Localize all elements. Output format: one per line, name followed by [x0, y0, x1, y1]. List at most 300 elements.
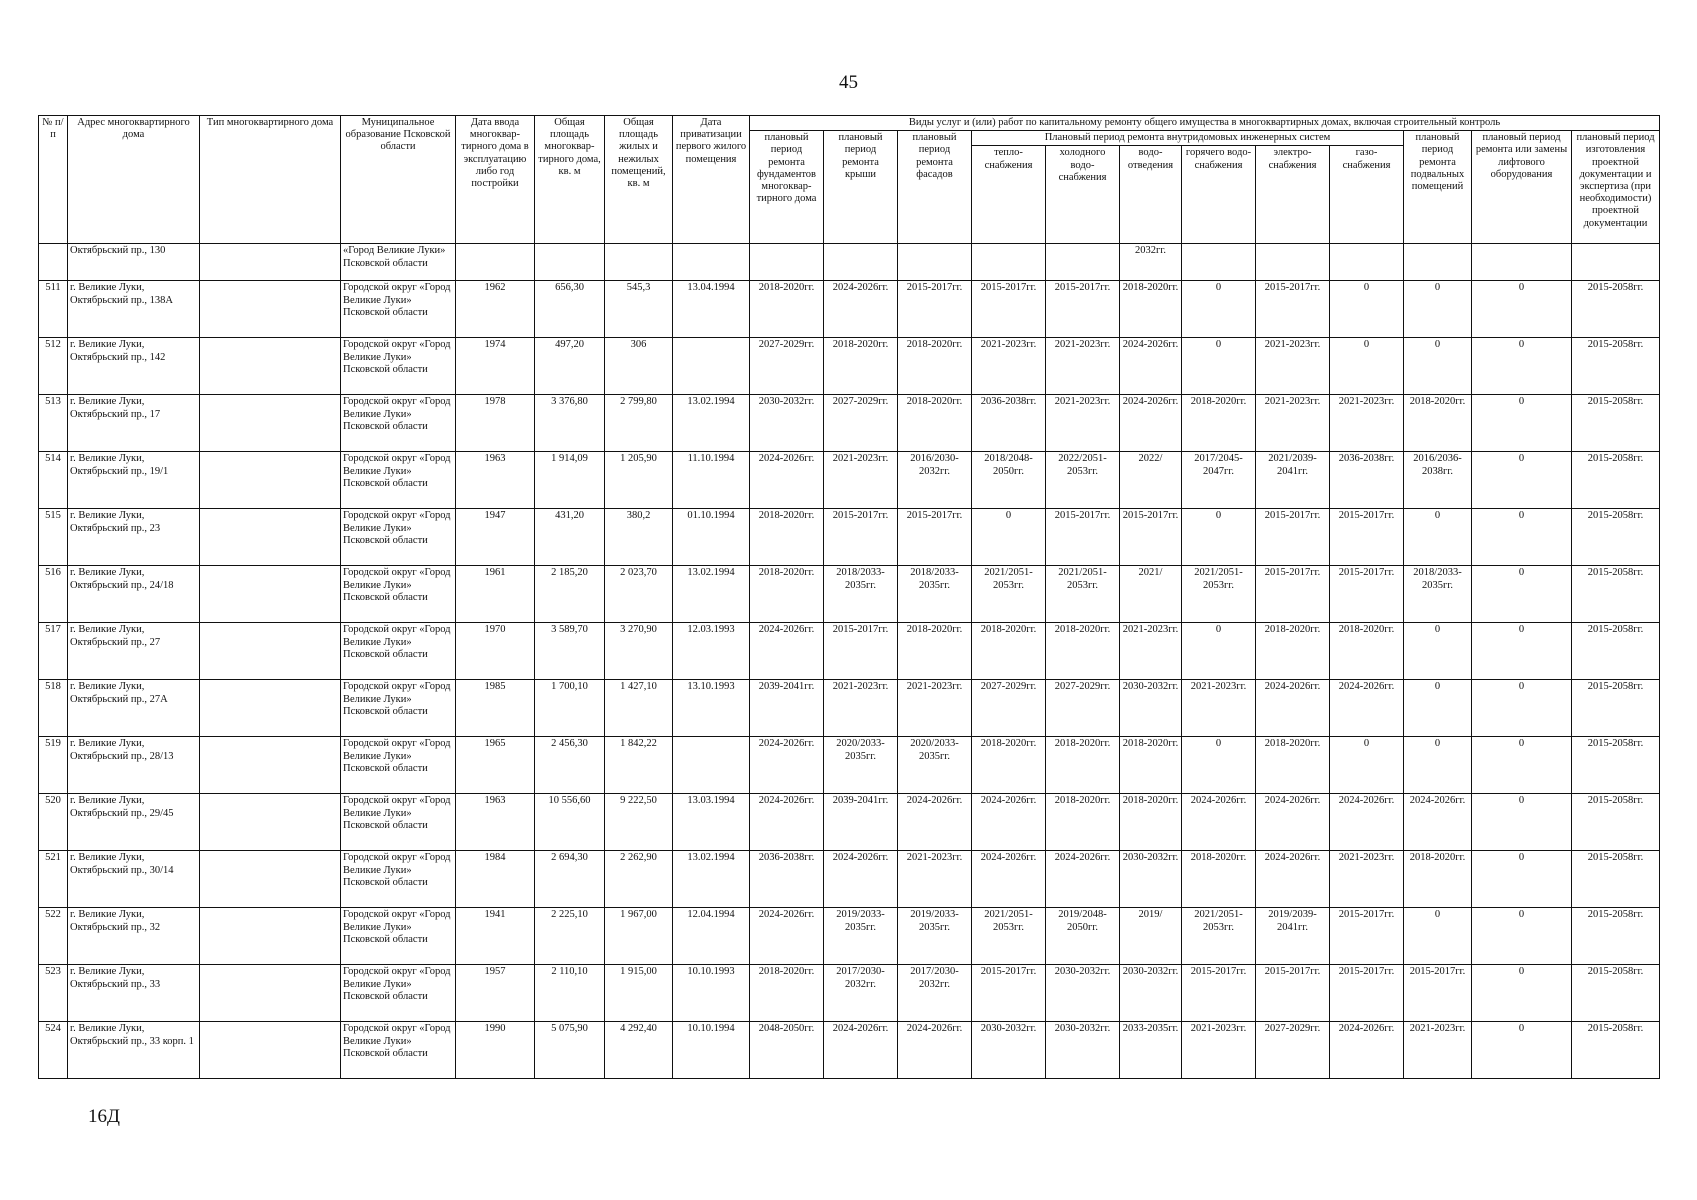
cell-no: 511: [39, 281, 68, 338]
table-row: [39, 623, 1660, 680]
cell-no: 518: [39, 680, 68, 737]
cell-project-docs: 2015-2058гг.: [1572, 794, 1660, 851]
cell-sewerage: 2018-2020гг.: [1120, 794, 1182, 851]
cell-cold-water: 2018-2020гг.: [1046, 737, 1120, 794]
cell-elevator: [1472, 244, 1572, 281]
header-year: Дата ввода многоквар-тирного дома в эксплуатацию либо год постройки: [456, 116, 535, 244]
cell-living-area: [605, 244, 673, 281]
cell-address: г. Великие Луки, Октябрьский пр., 29/45: [68, 794, 200, 851]
cell-living-area: 545,3: [605, 281, 673, 338]
cell-gas: 2015-2017гг.: [1330, 965, 1404, 1022]
cell-sewerage: 2024-2026гг.: [1120, 395, 1182, 452]
cell-municipality: Городской округ «Город Великие Луки» Псковской области: [341, 452, 456, 509]
cell-foundation: 2024-2026гг.: [750, 623, 824, 680]
cell-address: г. Великие Луки, Октябрьский пр., 24/18: [68, 566, 200, 623]
cell-facade: 2017/2030-2032гг.: [898, 965, 972, 1022]
cell-heating: 2024-2026гг.: [972, 794, 1046, 851]
cell-total-area: 2 185,20: [535, 566, 605, 623]
cell-basement: 2021-2023гг.: [1404, 1022, 1472, 1079]
cell-heating: 2018-2020гг.: [972, 737, 1046, 794]
cell-foundation: 2039-2041гг.: [750, 680, 824, 737]
cell-address: г. Великие Луки, Октябрьский пр., 27: [68, 623, 200, 680]
cell-foundation: 2024-2026гг.: [750, 908, 824, 965]
cell-sewerage: 2024-2026гг.: [1120, 338, 1182, 395]
cell-address: г. Великие Луки, Октябрьский пр., 32: [68, 908, 200, 965]
cell-privatization: 13.02.1994: [673, 566, 750, 623]
cell-roof: 2015-2017гг.: [824, 509, 898, 566]
cell-basement: 0: [1404, 338, 1472, 395]
cell-electricity: 2018-2020гг.: [1256, 623, 1330, 680]
cell-gas: 2015-2017гг.: [1330, 566, 1404, 623]
table-row: [39, 1022, 1660, 1079]
table-row: [39, 395, 1660, 452]
cell-cold-water: 2021-2023гг.: [1046, 395, 1120, 452]
header-gas: газо-снабжения: [1330, 146, 1404, 244]
cell-cold-water: 2024-2026гг.: [1046, 851, 1120, 908]
cell-elevator: 0: [1472, 1022, 1572, 1079]
cell-total-area: 2 694,30: [535, 851, 605, 908]
cell-project-docs: 2015-2058гг.: [1572, 908, 1660, 965]
cell-living-area: 1 427,10: [605, 680, 673, 737]
cell-gas: 2024-2026гг.: [1330, 794, 1404, 851]
cell-type: [200, 680, 341, 737]
cell-total-area: 1 914,09: [535, 452, 605, 509]
cell-basement: 2018-2020гг.: [1404, 395, 1472, 452]
cell-privatization: 13.02.1994: [673, 851, 750, 908]
cell-cold-water: [1046, 244, 1120, 281]
cell-hot-water: 2021/2051-2053гг.: [1182, 566, 1256, 623]
cell-elevator: 0: [1472, 908, 1572, 965]
cell-cold-water: 2021/2051-2053гг.: [1046, 566, 1120, 623]
cell-heating: 2018/2048-2050гг.: [972, 452, 1046, 509]
header-privatization: Дата приватизации первого жилого помещения: [673, 116, 750, 244]
cell-cold-water: 2027-2029гг.: [1046, 680, 1120, 737]
cell-year: 1978: [456, 395, 535, 452]
cell-heating: 2021/2051-2053гг.: [972, 908, 1046, 965]
cell-basement: 0: [1404, 908, 1472, 965]
cell-type: [200, 452, 341, 509]
cell-electricity: 2024-2026гг.: [1256, 851, 1330, 908]
cell-sewerage: 2030-2032гг.: [1120, 965, 1182, 1022]
cell-elevator: 0: [1472, 338, 1572, 395]
cell-year: 1941: [456, 908, 535, 965]
cell-address: г. Великие Луки, Октябрьский пр., 28/13: [68, 737, 200, 794]
cell-municipality: Городской округ «Город Великие Луки» Псковской области: [341, 509, 456, 566]
cell-address: г. Великие Луки, Октябрьский пр., 27А: [68, 680, 200, 737]
cell-no: [39, 244, 68, 281]
cell-heating: 2018-2020гг.: [972, 623, 1046, 680]
cell-elevator: 0: [1472, 965, 1572, 1022]
cell-heating: 2024-2026гг.: [972, 851, 1046, 908]
cell-municipality: Городской округ «Город Великие Луки» Псковской области: [341, 794, 456, 851]
cell-sewerage: 2030-2032гг.: [1120, 680, 1182, 737]
cell-roof: 2024-2026гг.: [824, 1022, 898, 1079]
header-foundation: плановый период ремонта фундаментов многоквар-тирного дома: [750, 131, 824, 244]
header-no: № п/п: [39, 116, 68, 244]
cell-cold-water: 2015-2017гг.: [1046, 281, 1120, 338]
cell-type: [200, 244, 341, 281]
cell-facade: 2021-2023гг.: [898, 680, 972, 737]
cell-facade: 2024-2026гг.: [898, 1022, 972, 1079]
cell-project-docs: 2015-2058гг.: [1572, 965, 1660, 1022]
cell-municipality: Городской округ «Город Великие Луки» Псковской области: [341, 566, 456, 623]
cell-municipality: Городской округ «Город Великие Луки» Псковской области: [341, 851, 456, 908]
cell-municipality: Городской округ «Город Великие Луки» Псковской области: [341, 965, 456, 1022]
cell-address: г. Великие Луки, Октябрьский пр., 142: [68, 338, 200, 395]
cell-electricity: 2027-2029гг.: [1256, 1022, 1330, 1079]
cell-facade: 2018/2033-2035гг.: [898, 566, 972, 623]
cell-heating: 2015-2017гг.: [972, 281, 1046, 338]
cell-year: 1961: [456, 566, 535, 623]
cell-roof: 2024-2026гг.: [824, 851, 898, 908]
cell-no: 513: [39, 395, 68, 452]
cell-total-area: 5 075,90: [535, 1022, 605, 1079]
cell-privatization: 13.02.1994: [673, 395, 750, 452]
table-row-continuation: [39, 244, 1660, 281]
table-row: [39, 965, 1660, 1022]
cell-hot-water: 0: [1182, 737, 1256, 794]
cell-basement: 2018/2033-2035гг.: [1404, 566, 1472, 623]
page-code: 16Д: [88, 1106, 120, 1127]
cell-no: 521: [39, 851, 68, 908]
cell-basement: 0: [1404, 737, 1472, 794]
page-number: 45: [839, 72, 858, 93]
cell-basement: 2015-2017гг.: [1404, 965, 1472, 1022]
cell-roof: [824, 244, 898, 281]
cell-cold-water: 2018-2020гг.: [1046, 623, 1120, 680]
cell-foundation: 2024-2026гг.: [750, 737, 824, 794]
cell-privatization: 10.10.1993: [673, 965, 750, 1022]
cell-year: 1985: [456, 680, 535, 737]
cell-no: 519: [39, 737, 68, 794]
cell-gas: 0: [1330, 737, 1404, 794]
cell-no: 522: [39, 908, 68, 965]
cell-gas: 2015-2017гг.: [1330, 509, 1404, 566]
cell-gas: 0: [1330, 338, 1404, 395]
cell-address: г. Великие Луки, Октябрьский пр., 30/14: [68, 851, 200, 908]
cell-facade: 2015-2017гг.: [898, 281, 972, 338]
cell-total-area: 2 225,10: [535, 908, 605, 965]
cell-project-docs: 2015-2058гг.: [1572, 452, 1660, 509]
cell-project-docs: 2015-2058гг.: [1572, 338, 1660, 395]
cell-hot-water: 0: [1182, 338, 1256, 395]
header-municipality: Муниципальное образование Псковской области: [341, 116, 456, 244]
cell-privatization: [673, 737, 750, 794]
cell-hot-water: [1182, 244, 1256, 281]
cell-privatization: 12.04.1994: [673, 908, 750, 965]
cell-no: 517: [39, 623, 68, 680]
header-living-area: Общая площадь жилых и нежилых помещений, кв. м: [605, 116, 673, 244]
header-total-area: Общая площадь многоквар-тирного дома, кв. м: [535, 116, 605, 244]
cell-no: 516: [39, 566, 68, 623]
cell-facade: 2016/2030-2032гг.: [898, 452, 972, 509]
cell-no: 523: [39, 965, 68, 1022]
cell-elevator: 0: [1472, 623, 1572, 680]
cell-hot-water: 2021-2023гг.: [1182, 680, 1256, 737]
cell-address: г. Великие Луки, Октябрьский пр., 23: [68, 509, 200, 566]
cell-roof: 2020/2033-2035гг.: [824, 737, 898, 794]
cell-electricity: 2015-2017гг.: [1256, 566, 1330, 623]
cell-elevator: 0: [1472, 509, 1572, 566]
header-cold-water: холодного водо-снабжения: [1046, 146, 1120, 244]
cell-privatization: 13.03.1994: [673, 794, 750, 851]
cell-type: [200, 965, 341, 1022]
cell-elevator: 0: [1472, 680, 1572, 737]
cell-sewerage: 2019/: [1120, 908, 1182, 965]
header-heating: тепло-снабжения: [972, 146, 1046, 244]
cell-living-area: 1 842,22: [605, 737, 673, 794]
cell-type: [200, 851, 341, 908]
cell-living-area: 2 799,80: [605, 395, 673, 452]
cell-project-docs: [1572, 244, 1660, 281]
cell-sewerage: 2018-2020гг.: [1120, 281, 1182, 338]
cell-electricity: 2019/2039-2041гг.: [1256, 908, 1330, 965]
cell-privatization: 10.10.1994: [673, 1022, 750, 1079]
cell-living-area: 306: [605, 338, 673, 395]
cell-electricity: 2015-2017гг.: [1256, 281, 1330, 338]
table-row: [39, 680, 1660, 737]
cell-foundation: 2048-2050гг.: [750, 1022, 824, 1079]
table-row: [39, 338, 1660, 395]
cell-year: 1970: [456, 623, 535, 680]
cell-project-docs: 2015-2058гг.: [1572, 509, 1660, 566]
cell-elevator: 0: [1472, 794, 1572, 851]
cell-project-docs: 2015-2058гг.: [1572, 395, 1660, 452]
cell-type: [200, 623, 341, 680]
cell-privatization: 01.10.1994: [673, 509, 750, 566]
cell-roof: 2027-2029гг.: [824, 395, 898, 452]
cell-foundation: [750, 244, 824, 281]
cell-address: г. Великие Луки, Октябрьский пр., 19/1: [68, 452, 200, 509]
cell-heating: 2015-2017гг.: [972, 965, 1046, 1022]
cell-foundation: 2036-2038гг.: [750, 851, 824, 908]
cell-basement: 2024-2026гг.: [1404, 794, 1472, 851]
cell-project-docs: 2015-2058гг.: [1572, 566, 1660, 623]
cell-project-docs: 2015-2058гг.: [1572, 737, 1660, 794]
cell-total-area: 2 110,10: [535, 965, 605, 1022]
cell-gas: 2018-2020гг.: [1330, 623, 1404, 680]
cell-address: Октябрьский пр., 130: [68, 244, 200, 281]
cell-total-area: 431,20: [535, 509, 605, 566]
cell-no: 514: [39, 452, 68, 509]
cell-type: [200, 395, 341, 452]
cell-electricity: 2015-2017гг.: [1256, 965, 1330, 1022]
cell-living-area: 1 967,00: [605, 908, 673, 965]
cell-privatization: [673, 244, 750, 281]
cell-municipality: Городской округ «Город Великие Луки» Псковской области: [341, 1022, 456, 1079]
table-row: [39, 509, 1660, 566]
cell-total-area: 497,20: [535, 338, 605, 395]
cell-heating: 2027-2029гг.: [972, 680, 1046, 737]
cell-basement: 0: [1404, 623, 1472, 680]
cell-facade: [898, 244, 972, 281]
cell-hot-water: 2024-2026гг.: [1182, 794, 1256, 851]
table-row: [39, 794, 1660, 851]
header-address: Адрес многоквартирного дома: [68, 116, 200, 244]
cell-hot-water: 2021/2051-2053гг.: [1182, 908, 1256, 965]
header-electricity: электро-снабжения: [1256, 146, 1330, 244]
cell-municipality: Городской округ «Город Великие Луки» Псковской области: [341, 281, 456, 338]
cell-year: 1957: [456, 965, 535, 1022]
cell-heating: 2036-2038гг.: [972, 395, 1046, 452]
cell-foundation: 2018-2020гг.: [750, 509, 824, 566]
cell-year: 1974: [456, 338, 535, 395]
cell-hot-water: 2017/2045-2047гг.: [1182, 452, 1256, 509]
cell-type: [200, 566, 341, 623]
cell-roof: 2015-2017гг.: [824, 623, 898, 680]
cell-basement: [1404, 244, 1472, 281]
cell-total-area: 3 589,70: [535, 623, 605, 680]
cell-facade: 2018-2020гг.: [898, 395, 972, 452]
cell-gas: 2036-2038гг.: [1330, 452, 1404, 509]
cell-electricity: 2015-2017гг.: [1256, 509, 1330, 566]
cell-roof: 2017/2030-2032гг.: [824, 965, 898, 1022]
cell-heating: 2021/2051-2053гг.: [972, 566, 1046, 623]
cell-privatization: [673, 338, 750, 395]
cell-type: [200, 1022, 341, 1079]
cell-municipality: Городской округ «Город Великие Луки» Псковской области: [341, 338, 456, 395]
cell-total-area: 3 376,80: [535, 395, 605, 452]
header-elevator: плановый период ремонта или замены лифтового оборудования: [1472, 131, 1572, 244]
cell-electricity: [1256, 244, 1330, 281]
cell-type: [200, 794, 341, 851]
cell-facade: 2015-2017гг.: [898, 509, 972, 566]
cell-total-area: 1 700,10: [535, 680, 605, 737]
cell-type: [200, 338, 341, 395]
cell-no: 515: [39, 509, 68, 566]
cell-living-area: 4 292,40: [605, 1022, 673, 1079]
cell-municipality: Городской округ «Город Великие Луки» Псковской области: [341, 737, 456, 794]
cell-facade: 2019/2033-2035гг.: [898, 908, 972, 965]
cell-gas: [1330, 244, 1404, 281]
cell-project-docs: 2015-2058гг.: [1572, 680, 1660, 737]
cell-roof: 2039-2041гг.: [824, 794, 898, 851]
cell-gas: 2024-2026гг.: [1330, 680, 1404, 737]
cell-sewerage: 2022/: [1120, 452, 1182, 509]
cell-living-area: 1 205,90: [605, 452, 673, 509]
header-basement: плановый период ремонта подвальных помещений: [1404, 131, 1472, 244]
cell-heating: 2021-2023гг.: [972, 338, 1046, 395]
cell-sewerage: 2021-2023гг.: [1120, 623, 1182, 680]
cell-project-docs: 2015-2058гг.: [1572, 281, 1660, 338]
cell-elevator: 0: [1472, 737, 1572, 794]
cell-hot-water: 2018-2020гг.: [1182, 395, 1256, 452]
cell-facade: 2018-2020гг.: [898, 338, 972, 395]
cell-heating: 0: [972, 509, 1046, 566]
table-body: [39, 244, 1660, 1079]
cell-year: [456, 244, 535, 281]
cell-year: 1990: [456, 1022, 535, 1079]
header-roof: плановый период ремонта крыши: [824, 131, 898, 244]
cell-roof: 2024-2026гг.: [824, 281, 898, 338]
cell-total-area: 656,30: [535, 281, 605, 338]
cell-gas: 2021-2023гг.: [1330, 395, 1404, 452]
cell-municipality: Городской округ «Город Великие Луки» Псковской области: [341, 623, 456, 680]
cell-cold-water: 2019/2048-2050гг.: [1046, 908, 1120, 965]
cell-hot-water: 2018-2020гг.: [1182, 851, 1256, 908]
cell-roof: 2018-2020гг.: [824, 338, 898, 395]
cell-type: [200, 281, 341, 338]
table-row: [39, 452, 1660, 509]
capital-repair-table: [38, 115, 1660, 1079]
cell-gas: 0: [1330, 281, 1404, 338]
cell-living-area: 2 023,70: [605, 566, 673, 623]
cell-total-area: 2 456,30: [535, 737, 605, 794]
header-works-group: Виды услуг и (или) работ по капитальному ремонту общего имущества в многоквартирных домах, включая строительный контроль: [750, 116, 1660, 131]
cell-roof: 2019/2033-2035гг.: [824, 908, 898, 965]
header-engineering-group: Плановый период ремонта внутридомовых инженерных систем: [972, 131, 1404, 146]
cell-sewerage: 2033-2035гг.: [1120, 1022, 1182, 1079]
cell-cold-water: 2022/2051-2053гг.: [1046, 452, 1120, 509]
cell-gas: 2024-2026гг.: [1330, 1022, 1404, 1079]
cell-type: [200, 908, 341, 965]
cell-foundation: 2030-2032гг.: [750, 395, 824, 452]
cell-elevator: 0: [1472, 452, 1572, 509]
cell-foundation: 2018-2020гг.: [750, 281, 824, 338]
cell-year: 1962: [456, 281, 535, 338]
cell-municipality: Городской округ «Город Великие Луки» Псковской области: [341, 680, 456, 737]
table-row: [39, 737, 1660, 794]
cell-electricity: 2021/2039-2041гг.: [1256, 452, 1330, 509]
cell-basement: 2016/2036-2038гг.: [1404, 452, 1472, 509]
cell-cold-water: 2018-2020гг.: [1046, 794, 1120, 851]
cell-electricity: 2024-2026гг.: [1256, 794, 1330, 851]
table-row: [39, 908, 1660, 965]
cell-electricity: 2021-2023гг.: [1256, 338, 1330, 395]
cell-type: [200, 509, 341, 566]
header-type: Тип многоквартирного дома: [200, 116, 341, 244]
cell-gas: 2021-2023гг.: [1330, 851, 1404, 908]
header-project-docs: плановый период изготовления проектной документации и экспертиза (при необходимости) проектной документации: [1572, 131, 1660, 244]
cell-total-area: 10 556,60: [535, 794, 605, 851]
cell-basement: 0: [1404, 281, 1472, 338]
cell-year: 1963: [456, 794, 535, 851]
cell-elevator: 0: [1472, 566, 1572, 623]
header-facade: плановый период ремонта фасадов: [898, 131, 972, 244]
cell-facade: 2024-2026гг.: [898, 794, 972, 851]
cell-roof: 2018/2033-2035гг.: [824, 566, 898, 623]
cell-facade: 2018-2020гг.: [898, 623, 972, 680]
cell-no: 512: [39, 338, 68, 395]
cell-basement: 2018-2020гг.: [1404, 851, 1472, 908]
cell-elevator: 0: [1472, 851, 1572, 908]
cell-roof: 2021-2023гг.: [824, 452, 898, 509]
cell-gas: 2015-2017гг.: [1330, 908, 1404, 965]
cell-foundation: 2018-2020гг.: [750, 566, 824, 623]
table-header: [39, 116, 1660, 244]
cell-electricity: 2024-2026гг.: [1256, 680, 1330, 737]
cell-hot-water: 0: [1182, 281, 1256, 338]
cell-living-area: 380,2: [605, 509, 673, 566]
cell-year: 1984: [456, 851, 535, 908]
cell-foundation: 2018-2020гг.: [750, 965, 824, 1022]
cell-year: 1963: [456, 452, 535, 509]
cell-address: г. Великие Луки, Октябрьский пр., 138А: [68, 281, 200, 338]
cell-cold-water: 2030-2032гг.: [1046, 1022, 1120, 1079]
cell-heating: 2030-2032гг.: [972, 1022, 1046, 1079]
cell-roof: 2021-2023гг.: [824, 680, 898, 737]
cell-cold-water: 2030-2032гг.: [1046, 965, 1120, 1022]
cell-project-docs: 2015-2058гг.: [1572, 623, 1660, 680]
cell-no: 524: [39, 1022, 68, 1079]
cell-sewerage: 2030-2032гг.: [1120, 851, 1182, 908]
cell-electricity: 2021-2023гг.: [1256, 395, 1330, 452]
cell-hot-water: 2021-2023гг.: [1182, 1022, 1256, 1079]
cell-foundation: 2024-2026гг.: [750, 794, 824, 851]
cell-address: г. Великие Луки, Октябрьский пр., 33: [68, 965, 200, 1022]
cell-year: 1965: [456, 737, 535, 794]
cell-privatization: 13.04.1994: [673, 281, 750, 338]
